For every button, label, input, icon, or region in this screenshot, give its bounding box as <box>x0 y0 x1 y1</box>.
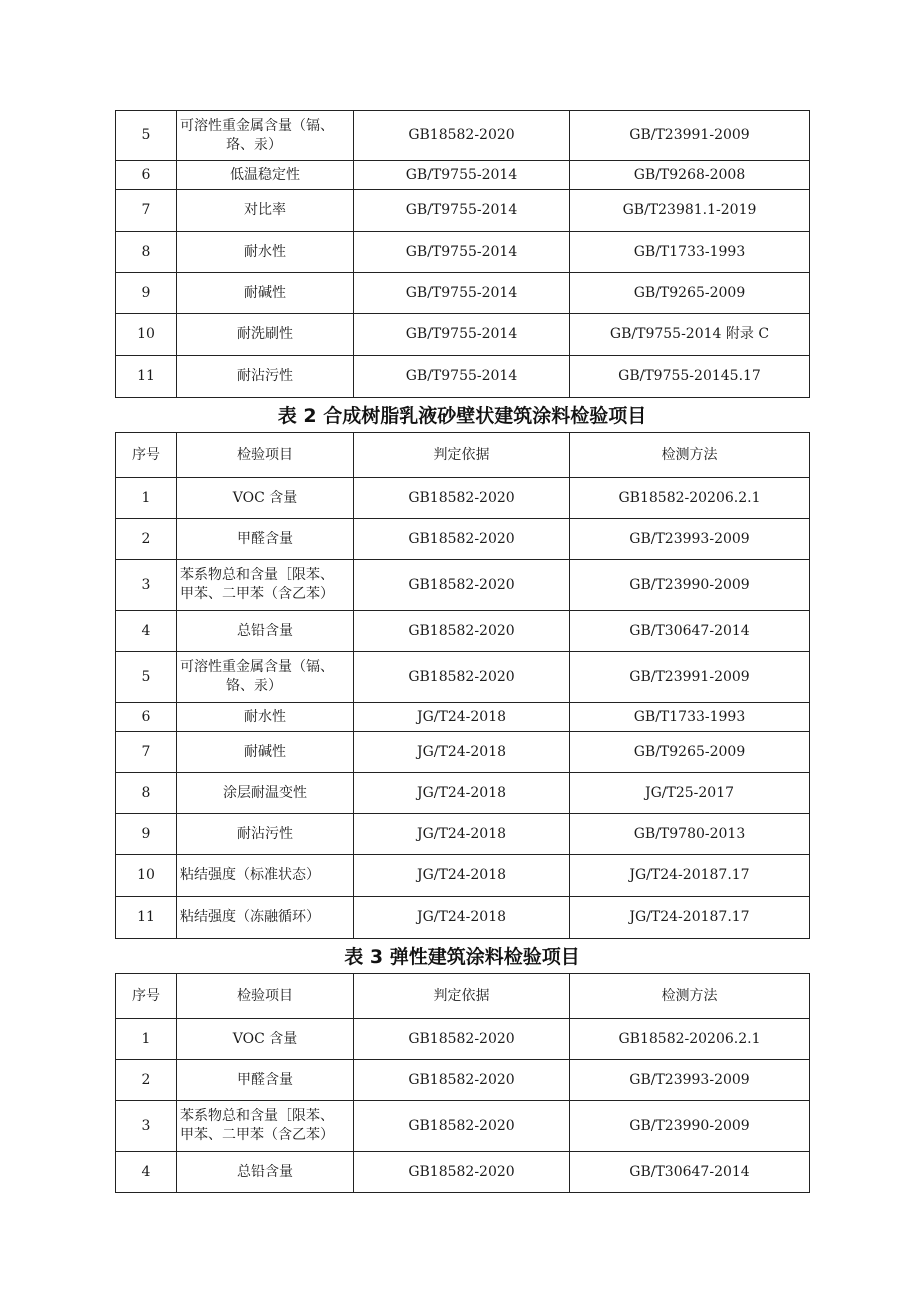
inspection-item: 粘结强度（标准状态） <box>177 855 354 897</box>
header-item: 检验项目 <box>177 974 354 1019</box>
table-row <box>116 519 810 560</box>
inspection-item: 耐碱性 <box>177 732 354 773</box>
table-2-title: 表 2 合成树脂乳液砂壁状建筑涂料检验项目 <box>277 405 647 427</box>
test-method: JG/T24-20187.17 <box>570 897 810 939</box>
judgment-basis: JG/T24-2018 <box>354 855 570 897</box>
table-row <box>116 161 810 190</box>
judgment-basis: GB/T9755-2014 <box>354 356 570 398</box>
table-row <box>116 232 810 273</box>
judgment-basis: GB18582-2020 <box>354 478 570 519</box>
judgment-basis: JG/T24-2018 <box>354 897 570 939</box>
test-method: GB/T23991-2009 <box>570 652 810 703</box>
row-number: 3 <box>116 560 177 611</box>
inspection-item: 甲醛含量 <box>177 519 354 560</box>
table-3-title: 表 3 弹性建筑涂料检验项目 <box>344 946 580 968</box>
table-row <box>116 478 810 519</box>
row-number: 5 <box>116 652 177 703</box>
test-method: GB/T30647-2014 <box>570 1152 810 1193</box>
table-row <box>116 1152 810 1193</box>
test-method: GB/T9780-2013 <box>570 814 810 855</box>
test-method: GB/T9755-20145.17 <box>570 356 810 398</box>
inspection-item: VOC 含量 <box>177 478 354 519</box>
judgment-basis: JG/T24-2018 <box>354 773 570 814</box>
test-method: GB/T9265-2009 <box>570 732 810 773</box>
judgment-basis: GB/T9755-2014 <box>354 273 570 314</box>
table-row <box>116 1060 810 1101</box>
item-line: 苯系物总和含量［限苯、 <box>180 1108 334 1124</box>
row-number: 8 <box>116 232 177 273</box>
test-method: GB/T9265-2009 <box>570 273 810 314</box>
inspection-item <box>177 560 354 611</box>
judgment-basis: GB/T9755-2014 <box>354 190 570 232</box>
inspection-item: 对比率 <box>177 190 354 232</box>
judgment-basis: GB18582-2020 <box>354 1019 570 1060</box>
inspection-item: 低温稳定性 <box>177 161 354 190</box>
test-method: GB18582-20206.2.1 <box>570 1019 810 1060</box>
row-number: 9 <box>116 814 177 855</box>
header-method: 检测方法 <box>570 974 810 1019</box>
row-number: 3 <box>116 1101 177 1152</box>
table-header-row <box>116 433 810 478</box>
table-row <box>116 855 810 897</box>
test-method: GB/T30647-2014 <box>570 611 810 652</box>
test-method: JG/T24-20187.17 <box>570 855 810 897</box>
table-row <box>116 897 810 939</box>
header-number: 序号 <box>116 974 177 1019</box>
table-header-row <box>116 974 810 1019</box>
table-row <box>116 560 810 611</box>
table-row <box>116 652 810 703</box>
inspection-item <box>177 1101 354 1152</box>
test-method: GB/T23990-2009 <box>570 560 810 611</box>
row-number: 7 <box>116 190 177 232</box>
judgment-basis: GB/T9755-2014 <box>354 161 570 190</box>
test-method: GB/T23981.1-2019 <box>570 190 810 232</box>
header-basis: 判定依据 <box>354 433 570 478</box>
inspection-table-2 <box>115 432 810 939</box>
judgment-basis: GB18582-2020 <box>354 111 570 161</box>
row-number: 11 <box>116 897 177 939</box>
row-number: 10 <box>116 855 177 897</box>
table-row <box>116 1019 810 1060</box>
row-number: 8 <box>116 773 177 814</box>
row-number: 4 <box>116 611 177 652</box>
item-line: 可溶性重金属含量（镉、 <box>180 117 334 134</box>
test-method: GB18582-20206.2.1 <box>570 478 810 519</box>
judgment-basis: JG/T24-2018 <box>354 814 570 855</box>
inspection-table-3 <box>115 973 810 1193</box>
inspection-item: 耐碱性 <box>177 273 354 314</box>
row-number: 6 <box>116 703 177 732</box>
test-method: JG/T25-2017 <box>570 773 810 814</box>
header-basis: 判定依据 <box>354 974 570 1019</box>
header-method: 检测方法 <box>570 433 810 478</box>
table-row <box>116 732 810 773</box>
inspection-item: 耐沾污性 <box>177 356 354 398</box>
judgment-basis: GB18582-2020 <box>354 519 570 560</box>
inspection-table-1 <box>115 110 810 398</box>
inspection-item: VOC 含量 <box>177 1019 354 1060</box>
judgment-basis: JG/T24-2018 <box>354 732 570 773</box>
item-line: 可溶性重金属含量（镉、 <box>180 659 334 675</box>
test-method: GB/T1733-1993 <box>570 232 810 273</box>
inspection-item: 甲醛含量 <box>177 1060 354 1101</box>
judgment-basis: GB18582-2020 <box>354 560 570 611</box>
test-method: GB/T23993-2009 <box>570 1060 810 1101</box>
table-row <box>116 273 810 314</box>
table-row <box>116 356 810 398</box>
inspection-item: 总铅含量 <box>177 611 354 652</box>
inspection-item: 耐水性 <box>177 232 354 273</box>
inspection-item: 总铅含量 <box>177 1152 354 1193</box>
judgment-basis: GB18582-2020 <box>354 611 570 652</box>
item-line: 苯系物总和含量［限苯、 <box>180 567 334 583</box>
judgment-basis: GB/T9755-2014 <box>354 232 570 273</box>
row-number: 2 <box>116 1060 177 1101</box>
judgment-basis: GB/T9755-2014 <box>354 314 570 356</box>
inspection-item: 粘结强度（冻融循环） <box>177 897 354 939</box>
inspection-item: 涂层耐温变性 <box>177 773 354 814</box>
test-method: GB/T23990-2009 <box>570 1101 810 1152</box>
test-method: GB/T9268-2008 <box>570 161 810 190</box>
header-number: 序号 <box>116 433 177 478</box>
inspection-item: 耐洗刷性 <box>177 314 354 356</box>
row-number: 4 <box>116 1152 177 1193</box>
judgment-basis: GB18582-2020 <box>354 1060 570 1101</box>
row-number: 1 <box>116 1019 177 1060</box>
row-number: 10 <box>116 314 177 356</box>
item-line: 铬、汞） <box>226 678 282 694</box>
inspection-item: 耐沾污性 <box>177 814 354 855</box>
inspection-item: 耐水性 <box>177 703 354 732</box>
item-line: 甲苯、二甲苯（含乙苯） <box>180 1127 334 1143</box>
row-number: 9 <box>116 273 177 314</box>
table-row <box>116 190 810 232</box>
test-method: GB/T23993-2009 <box>570 519 810 560</box>
table-row <box>116 111 810 161</box>
row-number: 7 <box>116 732 177 773</box>
test-method: GB/T1733-1993 <box>570 703 810 732</box>
table-row <box>116 814 810 855</box>
test-method: GB/T9755-2014 附录 C <box>570 314 810 356</box>
row-number: 2 <box>116 519 177 560</box>
table-row <box>116 611 810 652</box>
item-line: 珞、汞） <box>226 136 282 153</box>
row-number: 6 <box>116 161 177 190</box>
table-row <box>116 703 810 732</box>
judgment-basis: GB18582-2020 <box>354 652 570 703</box>
inspection-item <box>177 652 354 703</box>
table-row <box>116 1101 810 1152</box>
inspection-item <box>177 111 354 161</box>
row-number: 1 <box>116 478 177 519</box>
judgment-basis: GB18582-2020 <box>354 1101 570 1152</box>
table-row <box>116 314 810 356</box>
test-method: GB/T23991-2009 <box>570 111 810 161</box>
judgment-basis: GB18582-2020 <box>354 1152 570 1193</box>
table-row <box>116 773 810 814</box>
header-item: 检验项目 <box>177 433 354 478</box>
judgment-basis: JG/T24-2018 <box>354 703 570 732</box>
item-line: 甲苯、二甲苯（含乙苯） <box>180 586 334 602</box>
row-number: 11 <box>116 356 177 398</box>
row-number: 5 <box>116 111 177 161</box>
